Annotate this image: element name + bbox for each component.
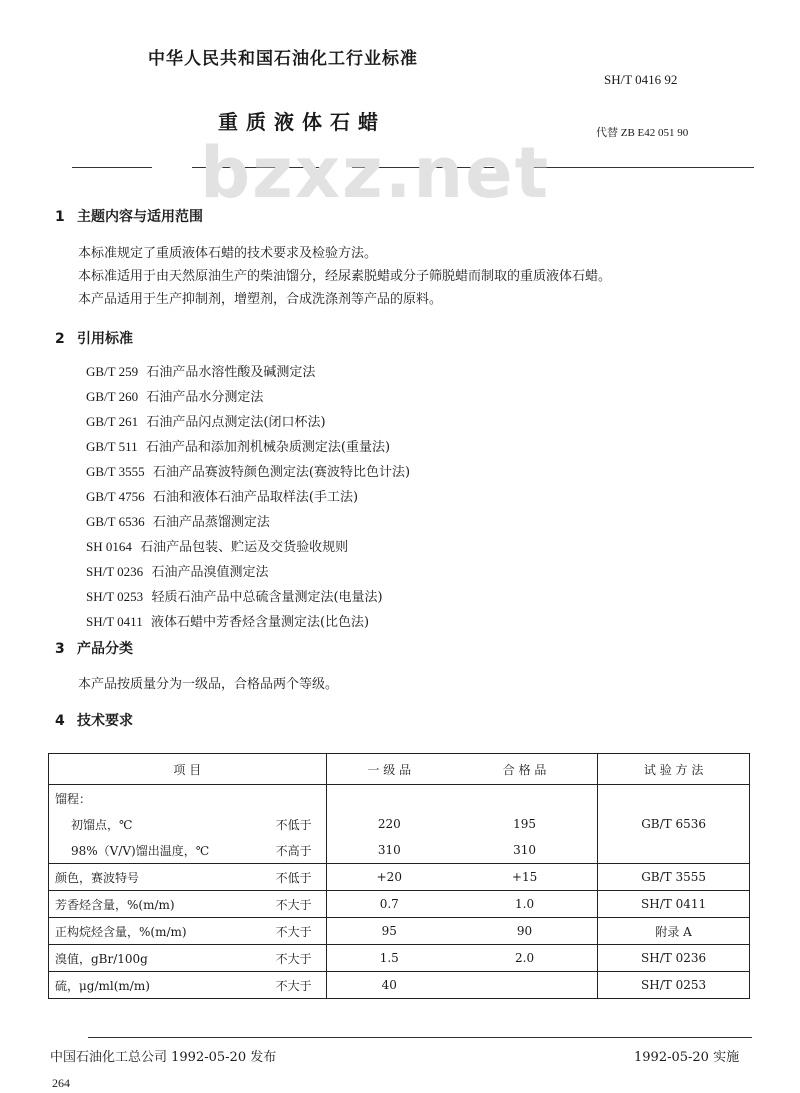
reference-name: 轻质石油产品中总硫含量测定法(电量法) [151,590,383,605]
section-number: 3 [55,641,65,657]
cell-method: GB/T 6536 [598,811,750,837]
reference-name: 石油产品水溶性酸及碱测定法 [146,365,316,380]
paragraph: 本产品适用于生产抑制剂，增塑剂，合成洗涤剂等产品的原料。 [78,292,443,307]
document-title: 重质液体石蜡 [218,110,386,134]
reference-code: GB/T 261 [86,414,139,429]
reference-item [86,435,410,460]
cell-limit: 不大于 [266,945,326,972]
section-number: 2 [55,331,65,347]
cell-grade1: 0.7 [326,891,452,918]
cell-item: 馏程： [49,785,267,812]
header-method: 试 验 方 法 [598,754,750,785]
reference-code: GB/T 259 [86,364,139,379]
reference-name: 石油产品闪点测定法(闭口杯法) [146,415,326,430]
header-qualified: 合 格 品 [452,754,598,785]
section-4-heading [55,710,133,730]
reference-item [86,610,410,635]
cell-grade1: 95 [326,918,452,945]
section-1-body [78,242,611,311]
reference-item [86,410,410,435]
cell-grade1: +20 [326,864,452,891]
replaces-standard: 代替 ZB E42 051 90 [596,127,689,139]
reference-item [86,385,410,410]
reference-item [86,360,410,385]
reference-item [86,485,410,510]
table-row [49,785,750,812]
cell-grade1: 220 [377,817,401,831]
reference-code: SH 0164 [86,539,132,554]
cell-limit: 不大于 [266,918,326,945]
referenced-standards-list [86,360,410,635]
footer-rule [88,1037,752,1038]
cell-method: SH/T 0236 [598,945,750,972]
section-number: 1 [55,209,65,225]
reference-item [86,510,410,535]
cell-grade1 [326,785,452,812]
header-item: 项 目 [49,754,327,785]
cell-item: 芳香烃含量，%(m/m) [49,891,267,918]
cell-limit: 不大于 [266,972,326,999]
cell-grade1: 310 [326,837,452,864]
cell-qualified: 195 [452,811,598,837]
reference-name: 石油产品包装、贮运及交货验收规则 [140,540,349,555]
cell-method: 附录 A [598,918,750,945]
cell-method [598,837,750,864]
cell-qualified: 2.0 [452,945,598,972]
cell-grade1: 1.5 [326,945,452,972]
reference-code: GB/T 4756 [86,489,145,504]
reference-code: SH/T 0236 [86,564,144,579]
paragraph: 本标准规定了重质液体石蜡的技术要求及检验方法。 [78,246,378,261]
table-row [49,891,750,918]
cell-qualified: 90 [452,918,598,945]
section-1-heading [55,206,203,226]
reference-item [86,560,410,585]
cell-limit: 不高于 [266,837,326,864]
paragraph: 本标准适用于由天然原油生产的柴油馏分，经尿素脱蜡或分子筛脱蜡而制取的重质液体石蜡。 [78,269,612,284]
header-grade1: 一 级 品 [326,754,452,785]
cell-qualified: +15 [452,864,598,891]
technical-requirements-table [48,753,750,999]
reference-code: SH/T 0253 [86,589,144,604]
reference-name: 石油产品溴值测定法 [151,565,269,580]
cell-limit: 不大于 [266,891,326,918]
cell-item: 98%（V/V)馏出温度，℃ [49,837,267,864]
section-3-heading [55,638,133,658]
cell-method: GB/T 3555 [598,864,750,891]
table-row [49,945,750,972]
table-row [49,811,750,837]
cell-item: 溴值，gBr/100g [49,945,267,972]
cell-qualified [452,972,598,999]
section-2-heading [55,328,133,348]
effective-date: 1992-05-20 实施 [634,1050,740,1065]
section-title: 引用标准 [77,331,133,347]
reference-name: 石油产品赛波特颜色测定法(赛波特比色计法) [152,465,411,480]
reference-item [86,585,410,610]
section-number: 4 [55,713,65,729]
issuing-body-title: 中华人民共和国石油化工行业标准 [148,49,418,69]
reference-name: 液体石蜡中芳香烃含量测定法(比色法) [150,615,370,630]
reference-code: SH/T 0411 [86,614,143,629]
reference-code: GB/T 511 [86,439,138,454]
section-3-body: 本产品按质量分为一级品，合格品两个等级。 [78,677,339,692]
reference-code: GB/T 6536 [86,514,145,529]
reference-code: GB/T 260 [86,389,139,404]
reference-code: GB/T 3555 [86,464,145,479]
cell-item: 正构烷烃含量，%(m/m) [49,918,267,945]
cell-limit: 不低于 [266,811,326,837]
table-row [49,918,750,945]
cell-method [598,785,750,812]
section-title: 主题内容与适用范围 [77,209,203,225]
table-row [49,864,750,891]
reference-name: 石油产品蒸馏测定法 [152,515,270,530]
cell-qualified: 1.0 [452,891,598,918]
cell-method: SH/T 0253 [598,972,750,999]
reference-name: 石油和液体石油产品取样法(手工法) [152,490,359,505]
cell-qualified [452,785,598,812]
issue-statement: 中国石油化工总公司 1992-05-20 发布 [50,1050,277,1065]
section-title: 产品分类 [77,641,133,657]
cell-limit [266,785,326,812]
cell-item: 硫，μg/ml(m/m) [49,972,267,999]
cell-limit: 不低于 [266,864,326,891]
reference-item [86,460,410,485]
table-header-row [49,754,750,785]
reference-name: 石油产品水分测定法 [146,390,264,405]
page-number: 264 [52,1076,70,1090]
watermark: bzxz.net [200,132,551,214]
reference-item [86,535,410,560]
cell-qualified: 310 [452,837,598,864]
reference-name: 石油产品和添加剂机械杂质测定法(重量法) [145,440,391,455]
cell-item: 颜色，赛波特号 [49,864,267,891]
cell-method: SH/T 0411 [598,891,750,918]
standard-number: SH/T 0416 92 [604,72,678,87]
table-row [49,972,750,999]
table-row [49,837,750,864]
cell-item: 初馏点，℃ [49,811,267,837]
section-title: 技术要求 [77,713,133,729]
cell-grade1: 40 [326,972,452,999]
